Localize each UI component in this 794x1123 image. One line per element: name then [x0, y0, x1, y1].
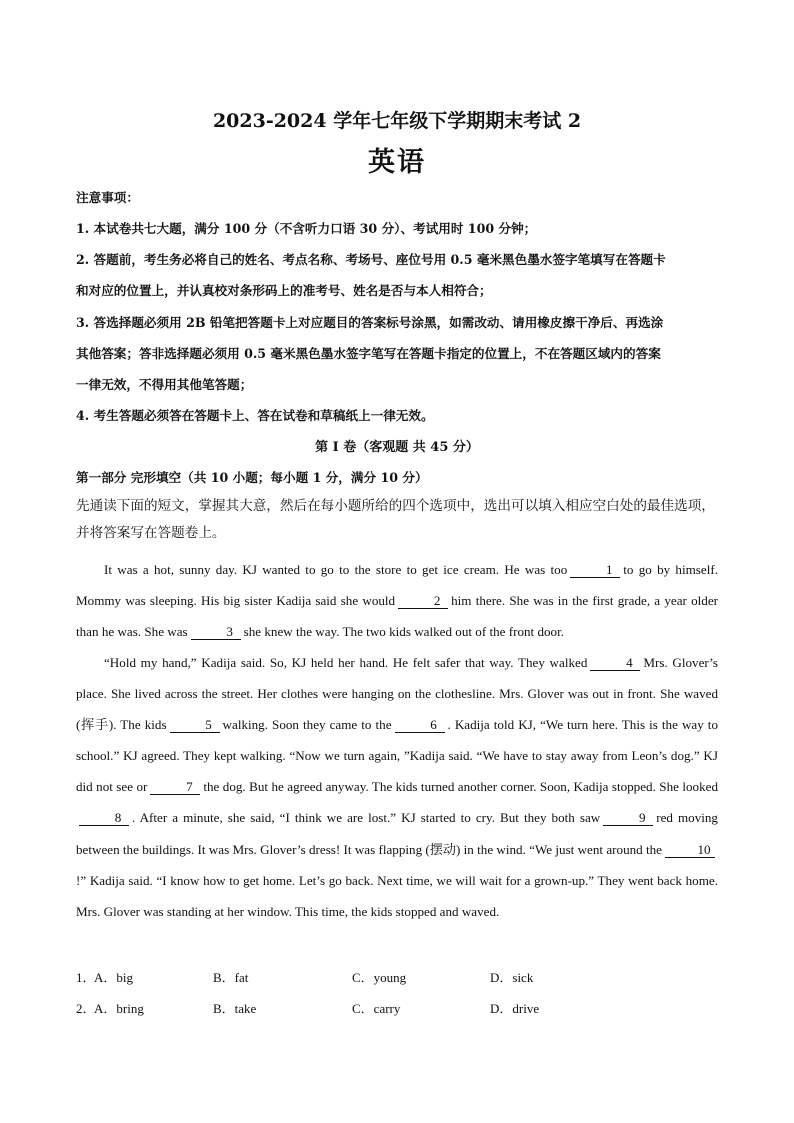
notice-item-3b: 其他答案；答非选择题必须用 0.5 毫米黑色墨水签字笔写在答题卡指定的位置上，不在答题区域内的答案 — [76, 346, 661, 361]
passage-paragraph-2: “Hold my hand,” Kadija said. So, KJ held her hand. He felt safer that way. They walked 4 Mrs. Glover’s place. She lived across the street. Her clothes were hanging on the clothesline. Mrs. Glover was out in front. She waved (挥手). The kids 5 walking. Soon they came to the 6 . Kadija told KJ, “We turn here. This is the way to school.” KJ agreed. They kept walking. “Now we turn again, ”Kadija said. “We have to stay away from Leon’s dog.” KJ did not see or 7 the dog. But he agreed anyway. The kids turned another corner. Soon, Kadija stopped. She looked8 . After a minute, she said, “I think we are lost.” KJ started to cry. But they both saw 9 red moving between the buildings. It was Mrs. Glover’s dress! It was flapping (摆动) in the wind. “We just went around the 10!” Kadija said. “I know how to get home. Let’s go back. Next time, we will wait for a grown-up.” They went back home. Mrs. Glover was standing at her window. This time, the kids stopped and waved. — [76, 655, 718, 919]
exam-title: 2023-2024 学年七年级下学期期末考试 2 — [212, 110, 582, 132]
blank-7: 7 — [150, 779, 200, 795]
notice-item-2a: 2. 答题前，考生务必将自己的姓名、考点名称、考场号、座位号用 0.5 毫米黑色墨水签字笔填写在答题卡 — [76, 252, 666, 267]
blank-9: 9 — [603, 810, 653, 826]
question-number: 2． — [76, 1001, 96, 1016]
volume-heading: 第 I 卷（客观题 共 45 分） — [315, 440, 479, 455]
option-a[interactable]: A．bring — [94, 1001, 144, 1016]
notice-heading: 注意事项： — [76, 190, 139, 205]
blank-8: 8 — [79, 810, 129, 826]
subject-title: 英语 — [368, 147, 426, 178]
question-number: 1． — [76, 970, 96, 985]
option-d[interactable]: D．sick — [490, 970, 534, 985]
option-a[interactable]: A．big — [94, 970, 134, 985]
blank-10: 10 — [665, 842, 715, 858]
notice-item-2b: 和对应的位置上，并认真校对条形码上的准考号、姓名是否与本人相符合； — [76, 283, 492, 298]
part1-instruction: 先通读下面的短文，掌握其大意，然后在每小题所给的四个选项中，选出可以填入相应空白处的最佳选项，并将答案写在答题卷上。 — [76, 498, 715, 541]
notice-item-1: 1. 本试卷共七大题，满分 100 分（不含听力口语 30 分）、考试用时 100 分钟； — [76, 221, 537, 236]
option-c[interactable]: C．young — [352, 970, 407, 985]
blank-4: 4 — [590, 655, 640, 671]
option-b[interactable]: B．fat — [213, 970, 249, 985]
blank-3: 3 — [191, 624, 241, 640]
notice-item-3c: 一律无效，不得用其他笔答题； — [76, 377, 253, 392]
blank-6: 6 — [395, 717, 445, 733]
blank-5: 5 — [170, 717, 220, 733]
notice-item-4: 4. 考生答题必须答在答题卡上、答在试卷和草稿纸上一律无效。 — [76, 408, 434, 423]
option-d[interactable]: D．drive — [490, 1001, 540, 1016]
option-c[interactable]: C．carry — [352, 1001, 401, 1016]
blank-1: 1 — [570, 562, 620, 578]
blank-2: 2 — [398, 593, 448, 609]
part1-heading: 第一部分 完形填空（共 10 小题；每小题 1 分，满分 10 分） — [76, 470, 428, 485]
notice-item-3a: 3. 答选择题必须用 2B 铅笔把答题卡上对应题目的答案标号涂黑，如需改动、请用橡皮擦干净后、再选涂 — [76, 315, 664, 330]
option-b[interactable]: B．take — [213, 1001, 257, 1016]
passage-paragraph-1: It was a hot, sunny day. KJ wanted to go to the store to get ice cream. He was too 1 to go by himself. Mommy was sleeping. His big sister Kadija said she would 2 him there. She was in the first grade, a year older than he was. She was 3 she knew the way. The two kids walked out of the front door. — [76, 562, 718, 640]
